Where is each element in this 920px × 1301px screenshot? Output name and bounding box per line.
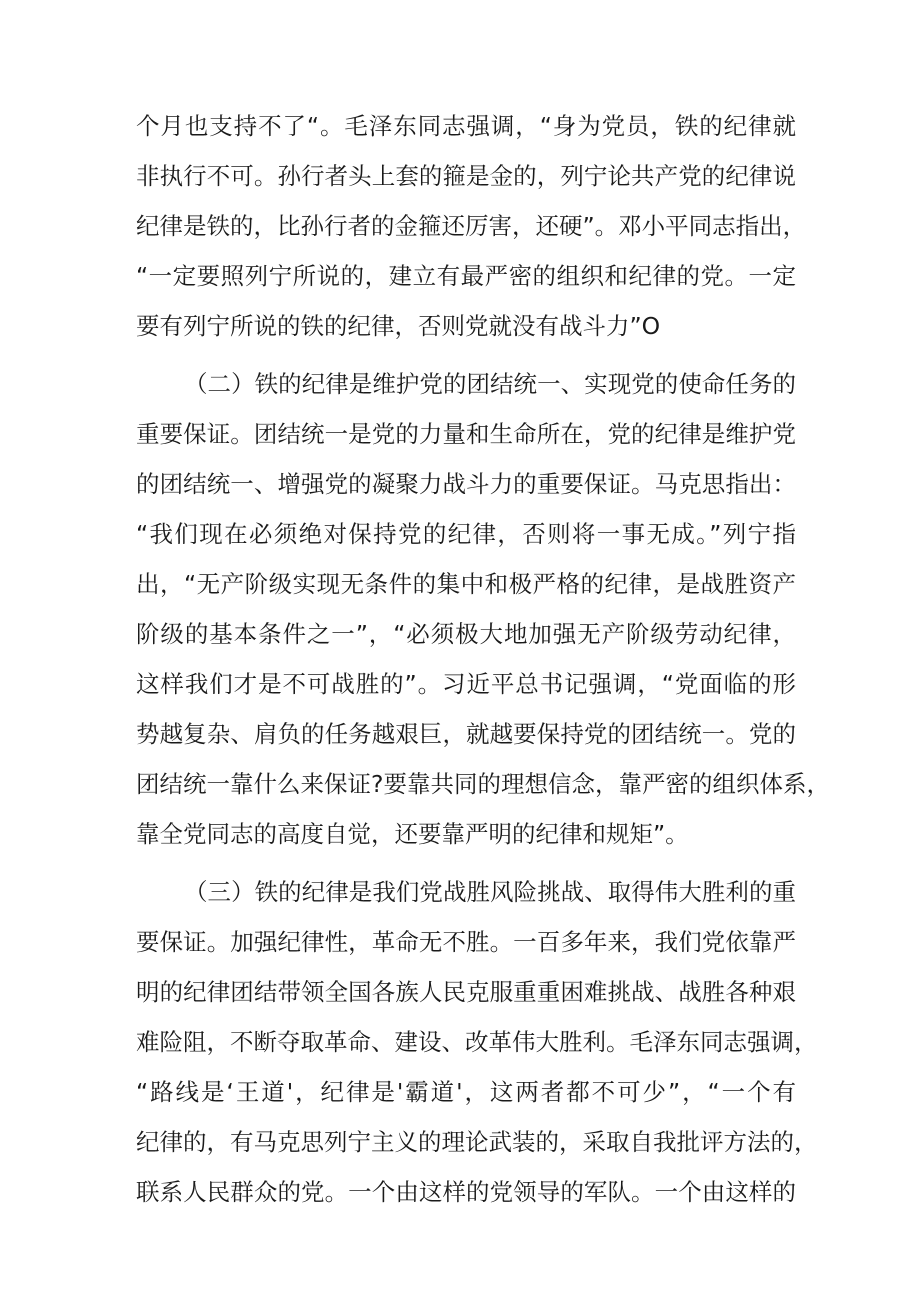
text-line: 明的纪律团结带领全国各族人民克服重重困难挑战、战胜各种艰: [136, 978, 796, 1006]
text-line: “我们现在必须绝对保持党的纪律，否则将一事无成。”列宁指: [136, 520, 796, 548]
text-line: 联系人民群众的党。一个由这样的党领导的军队。一个由这样的: [136, 1178, 796, 1206]
text-line: 非执行不可。孙行者头上套的箍是金的，列宁论共产党的纪律说: [136, 162, 796, 190]
text-line: 势越复杂、肩负的任务越艰巨，就越要保持党的团结统一。党的: [136, 720, 796, 748]
text-line: 阶级的基本条件之一”，“必须极大地加强无产阶级劳动纪律，: [136, 620, 796, 648]
text-line: 纪律的，有马克思列宁主义的理论武装的，采取自我批评方法的，: [136, 1128, 818, 1156]
text-line: 这样我们才是不可战胜的”。习近平总书记强调，“党面临的形: [136, 670, 796, 698]
text-line: 难险阻，不断夺取革命、建设、改革伟大胜利。毛泽东同志强调，: [136, 1028, 818, 1056]
paragraph-heading-line: （三）铁的纪律是我们党战胜风险挑战、取得伟大胜利的重: [184, 878, 796, 906]
text-line: 纪律是铁的，比孙行者的金箍还厉害，还硬”。邓小平同志指出，: [136, 212, 807, 240]
text-line: “路线是‘王道'，纪律是'霸道'，这两者都不可少”，“一个有: [136, 1078, 796, 1106]
text-line: 团结统一靠什么来保证?要靠共同的理想信念，靠严密的组织体系，: [136, 770, 830, 798]
text-line: 个月也支持不了“。毛泽东同志强调，“身为党员，铁的纪律就: [136, 112, 796, 140]
text-line: “一定要照列宁所说的，建立有最严密的组织和纪律的党。一定: [136, 262, 796, 290]
text-line: 出，“无产阶级实现无条件的集中和极严格的纪律，是战胜资产: [136, 570, 796, 598]
text-line: 的团结统一、增强党的凝聚力战斗力的重要保证。马克思指出：: [136, 470, 796, 498]
text-line: 靠全党同志的高度自觉，还要靠严明的纪律和规矩”。: [136, 820, 689, 848]
paragraph-heading-line: （二）铁的纪律是维护党的团结统一、实现党的使命任务的: [184, 370, 796, 398]
text-line: 要有列宁所说的铁的纪律，否则党就没有战斗力”O: [136, 312, 661, 340]
text-line: 重要保证。团结统一是党的力量和生命所在，党的纪律是维护党: [136, 420, 796, 448]
text-line: 要保证。加强纪律性，革命无不胜。一百多年来，我们党依靠严: [136, 928, 796, 956]
